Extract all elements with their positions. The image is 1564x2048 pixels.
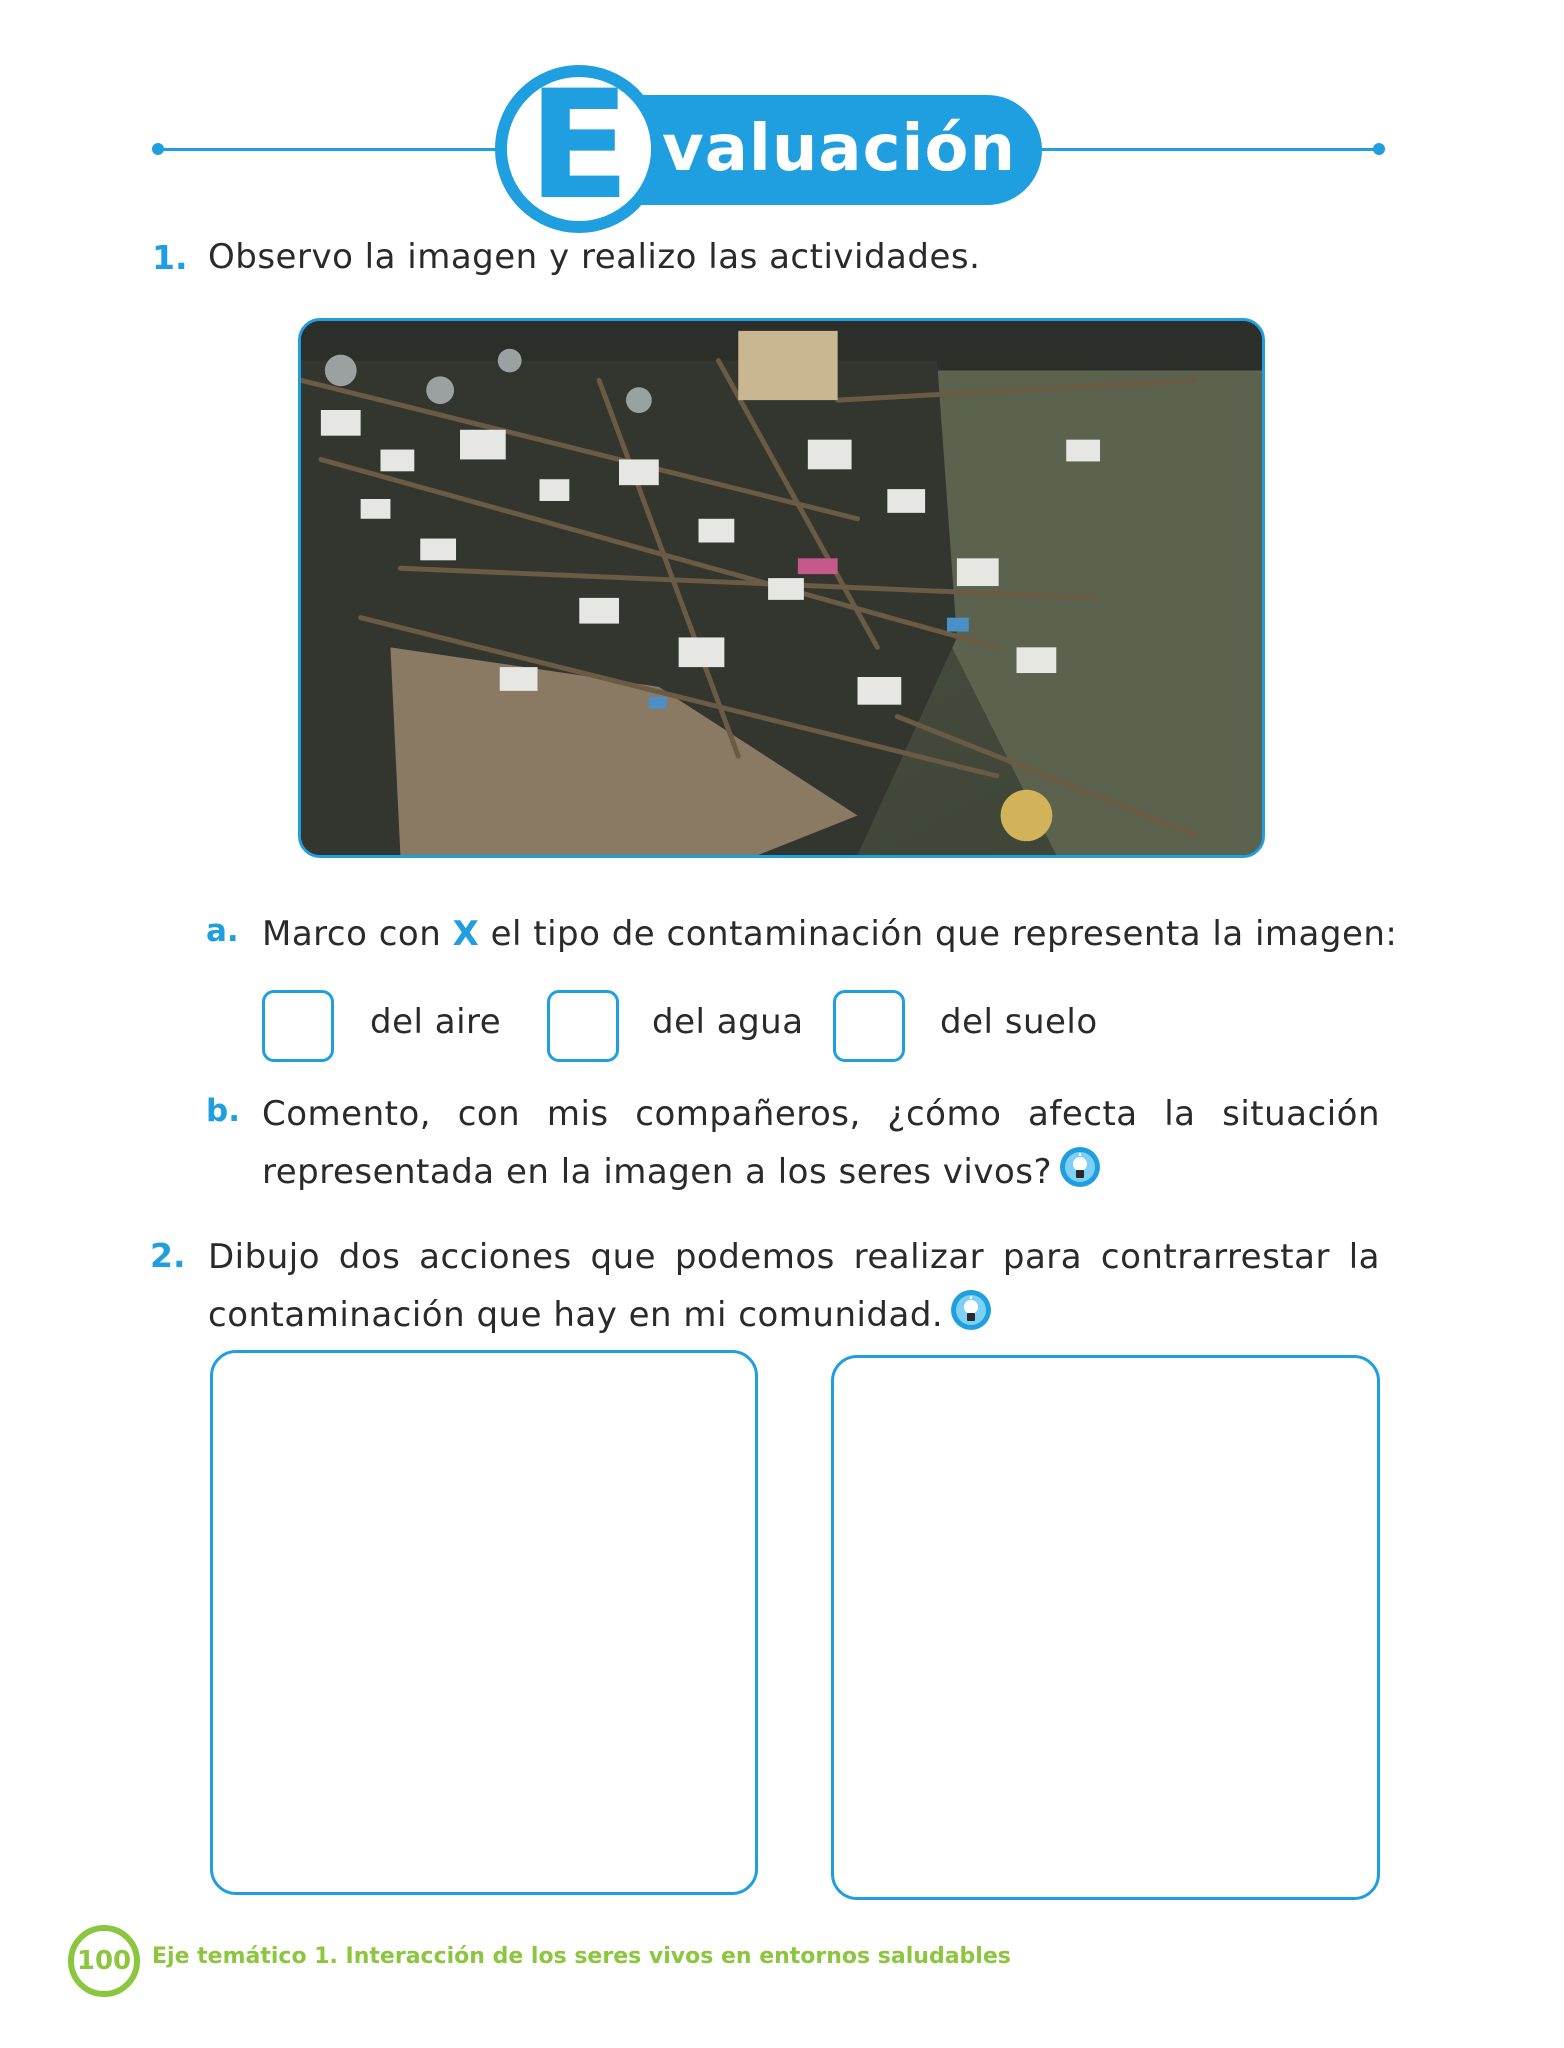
title-initial: E [527,59,631,233]
lightbulb-icon [949,1288,993,1332]
option-label-del-aire: del aire [370,1002,502,1042]
drawing-box-action-2[interactable] [831,1355,1380,1900]
question-1b-text-content: Comento, con mis compañeros, ¿cómo afecta la situación representada en la imagen a los seres vivos? [262,1094,1380,1192]
question-1b-letter: b. [206,1093,240,1129]
x-mark: X [452,914,480,954]
title-badge [495,59,663,233]
header-dot-right [1373,143,1385,155]
footer-text: Eje temático 1. Interacción de los seres vivos en entornos saludables [152,1944,1011,1969]
checkbox-del-agua[interactable] [547,990,619,1062]
question-1a-letter: a. [206,913,239,949]
option-label-del-agua: del agua [652,1002,804,1042]
lightbulb-icon [1058,1145,1102,1189]
drawing-box-action-1[interactable] [210,1350,758,1895]
page-number: 100 [68,1925,140,1997]
question-2-number: 2. [150,1236,186,1275]
question-1-number: 1. [152,238,188,277]
page-title: valuación [662,112,1016,186]
question-1a-text-end: el tipo de contaminación que representa la imagen: [479,914,1398,954]
question-2-text-content: Dibujo dos acciones que podemos realizar para contrarrestar la contaminación que hay en mi comunidad. [208,1237,1380,1335]
question-2-text [208,1228,1380,1344]
header-line-right [1040,148,1380,151]
checkbox-del-suelo[interactable] [833,990,905,1062]
header-dot-left [152,143,164,155]
header-line-left [158,148,503,151]
question-1a-text [262,905,1397,963]
question-1a-text-start: Marco con [262,914,453,954]
checkbox-del-aire[interactable] [262,990,334,1062]
option-label-del-suelo: del suelo [940,1002,1098,1042]
question-1b-text [262,1085,1380,1201]
question-1-text: Observo la imagen y realizo las actividades. [208,237,981,277]
pollution-photo [298,318,1265,858]
